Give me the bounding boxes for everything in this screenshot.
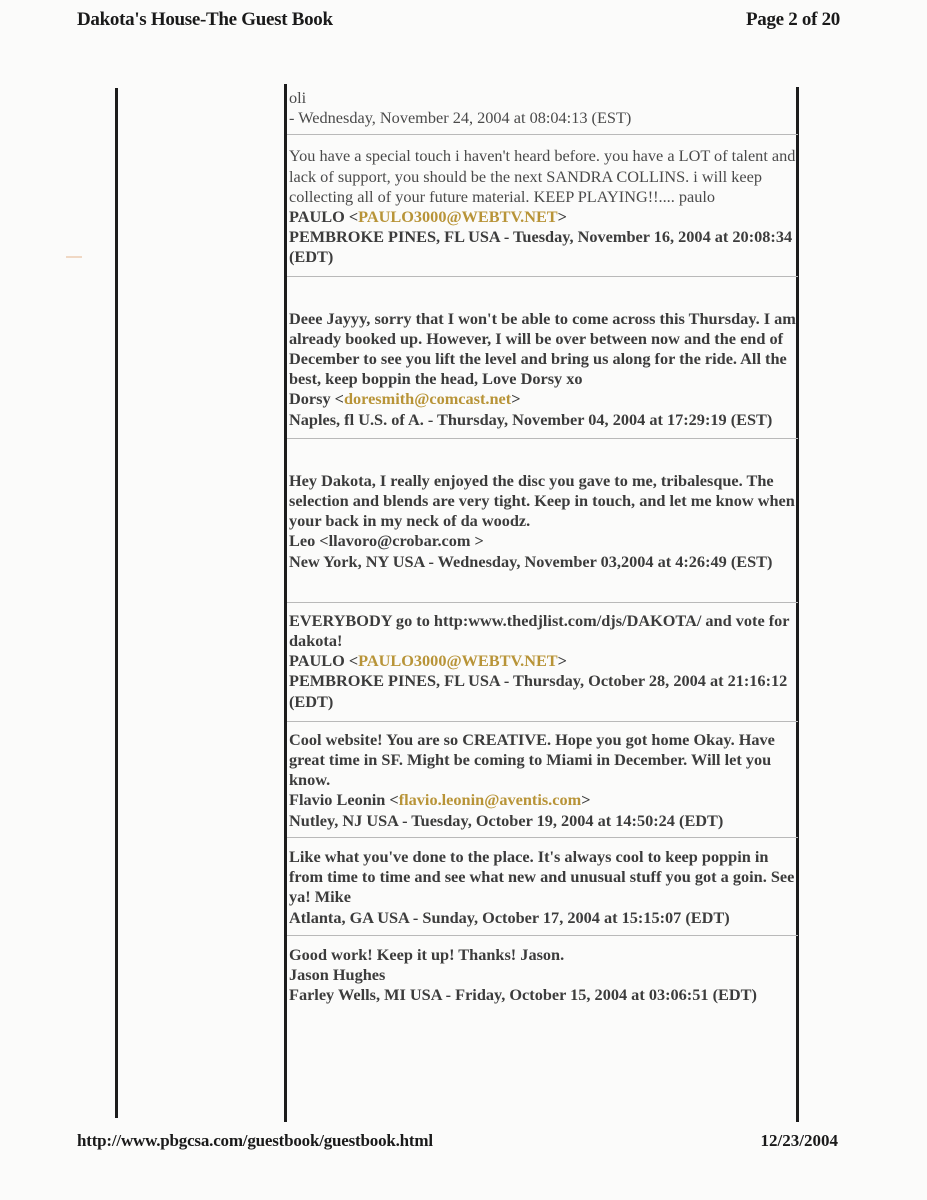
email-close: > [511, 389, 521, 409]
guestbook-entry [289, 847, 797, 928]
entry-location-date: Nutley, NJ USA - Tuesday, October 19, 2004 at 14:50:24 (EDT) [289, 810, 724, 830]
email-close: > [581, 790, 591, 810]
author-name: Dorsy < [289, 389, 344, 409]
entry-separator [287, 134, 798, 135]
entry-message: Hey Dakota, I really enjoyed the disc you gave to me, tribalesque. The selection and blends are very tight. Keep in touch, and let me know when your back in my neck of da woodz. [289, 470, 795, 531]
guestbook-entry [289, 730, 797, 831]
guestbook-entry [289, 945, 797, 1006]
scan-mark [66, 256, 82, 258]
author-name: PAULO < [289, 651, 359, 671]
entry-separator [287, 837, 798, 838]
guestbook-entries [289, 88, 797, 1005]
guestbook-entry [289, 471, 797, 572]
source-url: http://www.pbgcsa.com/guestbook/guestbook.html [77, 1131, 433, 1150]
entry-location-date: - Wednesday, November 24, 2004 at 08:04:13 (EST) [289, 108, 632, 128]
entry-author: Jason Hughes [289, 964, 386, 984]
guestbook-entry [289, 88, 797, 128]
guestbook-entry [289, 611, 797, 712]
entry-message: You have a special touch i haven't heard before. you have a LOT of talent and lack of support, you should be the next SANDRA COLLINS. i will keep collecting all of your future material. KEEP PLAYING!!.... paulo [289, 146, 796, 206]
entry-location-date: New York, NY USA - Wednesday, November 03,2004 at 4:26:49 (EST) [289, 551, 773, 571]
page-number: Page 2 of 20 [745, 9, 840, 30]
entry-message: Deee Jayyy, sorry that I won't be able to come across this Thursday. I am already booked up. However, I will be over between now and the end of December to see you lift the level and bring us along for the ride. All the best, keep boppin the head, Love Dorsy xo [289, 308, 796, 389]
entry-author: Leo <llavoro@crobar.com > [289, 531, 484, 551]
email-close: > [557, 651, 567, 671]
entry-separator [287, 721, 798, 722]
email-close: > [557, 207, 567, 227]
entry-location-date: PEMBROKE PINES, FL USA - Tuesday, November 16, 2004 at 20:08:34 (EDT) [289, 227, 793, 267]
author-email-link[interactable]: flavio.leonin@aventis.com [398, 790, 582, 810]
author-email-link[interactable]: doresmith@comcast.net [343, 389, 512, 409]
document-title: Dakota's House-The Guest Book [77, 9, 333, 30]
entry-author [289, 790, 797, 810]
entry-message: Cool website! You are so CREATIVE. Hope you got home Okay. Have great time in SF. Might be coming to Miami in December. Will let you know. [289, 729, 775, 790]
entry-separator [287, 935, 798, 936]
entry-author [289, 207, 797, 227]
entry-message: Like what you've done to the place. It's always cool to keep poppin in from time to time and see what new and unusual stuff you got a goin. See ya! Mike [289, 846, 795, 907]
entry-message: Good work! Keep it up! Thanks! Jason. [289, 944, 565, 964]
entry-message: oli [289, 88, 307, 107]
guestbook-entry [289, 146, 797, 207]
left-border-rule [115, 88, 118, 1118]
guestbook-entry-meta [289, 207, 797, 268]
entry-separator [287, 438, 798, 439]
author-email-link[interactable]: PAULO3000@WEBTV.NET [358, 207, 558, 227]
author-email-link[interactable]: PAULO3000@WEBTV.NET [358, 651, 558, 671]
entry-separator [287, 276, 798, 277]
entry-location-date: Farley Wells, MI USA - Friday, October 15, 2004 at 03:06:51 (EDT) [289, 985, 757, 1005]
entry-location-date: Atlanta, GA USA - Sunday, October 17, 2004 at 15:15:07 (EDT) [289, 907, 730, 927]
print-date: 12/23/2004 [760, 1131, 838, 1150]
entry-location-date: Naples, fl U.S. of A. - Thursday, November 04, 2004 at 17:29:19 (EST) [289, 409, 773, 429]
entry-author [289, 651, 797, 671]
entry-author [289, 389, 797, 409]
author-name: PAULO < [289, 207, 359, 227]
entry-location-date: PEMBROKE PINES, FL USA - Thursday, October 28, 2004 at 21:16:12 (EDT) [289, 671, 788, 711]
entry-message: EVERYBODY go to http:www.thedjlist.com/djs/DAKOTA/ and vote for dakota! [289, 610, 790, 651]
author-name: Flavio Leonin < [289, 790, 399, 810]
content-left-rule [284, 84, 287, 1122]
entry-separator [287, 602, 798, 603]
guestbook-entry [289, 309, 797, 430]
